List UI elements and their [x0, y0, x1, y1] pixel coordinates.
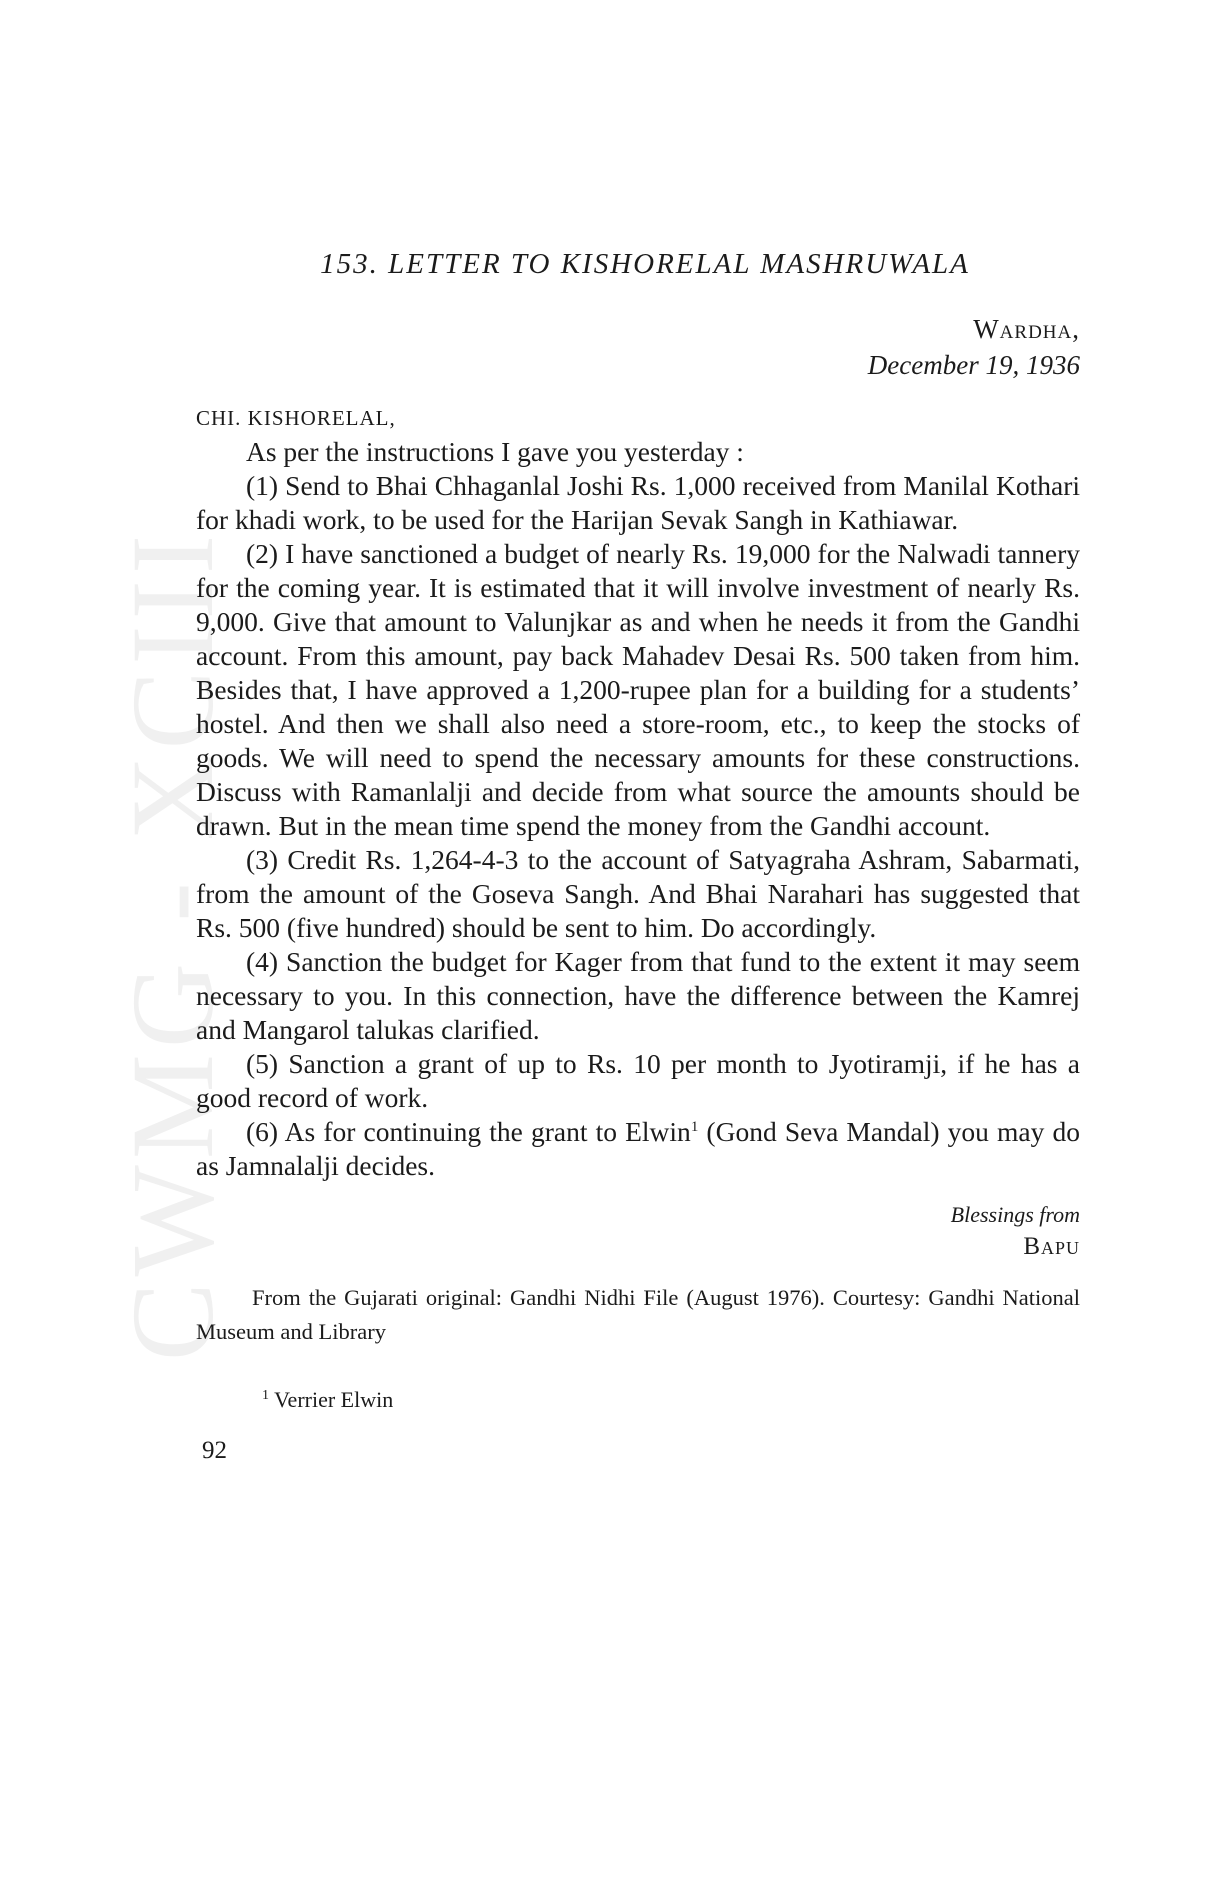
paragraph-intro: As per the instructions I gave you yesterday : — [246, 436, 744, 467]
paragraph-item-5: (5) Sanction a grant of up to Rs. 10 per month to Jyotiramji, if he has a good record of work. — [196, 1048, 1080, 1113]
paragraph-item-1: (1) Send to Bhai Chhaganlal Joshi Rs. 1,000 received from Manilal Kothari for khadi work, to be used for the Harijan Sevak Sangh in Kathiawar. — [196, 470, 1080, 535]
closing-signature: Bapu — [1023, 1233, 1080, 1260]
footnote-marker: 1 — [690, 1119, 699, 1135]
letter-title: 153. LETTER TO KISHORELAL MASHRUWALA — [320, 248, 970, 280]
paragraph-item-2: (2) I have sanctioned a budget of nearly Rs. 19,000 for the Nalwadi tannery for the coming year. It is estimated that it will involve investment of nearly Rs. 9,000. Give that amount to Valunjkar as and when he needs it from the Gandhi account. From this amount, pay back Mahadev Desai Rs. 500 taken from him. Besides that, I have approved a 1,200-rupee plan for a building for a students’ hostel. And then we shall also need a store-room, etc., to keep the stocks of goods. We will need to spend the necessary amounts for these constructions. Discuss with Ramanlalji and decide from what source the amounts should be drawn. But in the mean time spend the money from the Gandhi account. — [196, 538, 1080, 841]
footnote-text: Verrier Elwin — [274, 1387, 394, 1412]
closing-blessings: Blessings from — [950, 1202, 1080, 1227]
document-body — [196, 248, 1080, 1465]
paragraph-item-6 — [196, 1115, 1080, 1183]
footnote-number: 1 — [262, 1388, 269, 1403]
footnote — [196, 1385, 1080, 1415]
page-number: 92 — [202, 1437, 227, 1464]
paragraph-item-6-text-b: (Gond Seva Mandal) you may do as Jamnalalji decides. — [196, 1116, 1081, 1181]
paragraph-item-6-text-a: (6) As for continuing the grant to Elwin — [246, 1116, 691, 1147]
source-note: From the Gujarati original: Gandhi Nidhi File (August 1976). Courtesy: Gandhi National Museum and Library — [196, 1285, 1080, 1344]
paragraph-item-4: (4) Sanction the budget for Kager from that fund to the extent it may seem necessary to you. In this connection, have the difference between the Kamrej and Mangarol talukas clarified. — [196, 946, 1080, 1045]
salutation: CHI. KISHORELAL, — [196, 406, 396, 430]
place-line: Wardha, — [973, 314, 1080, 344]
paragraph-item-3: (3) Credit Rs. 1,264-4-3 to the account of Satyagraha Ashram, Sabarmati, from the amount of the Goseva Sangh. And Bhai Narahari has suggested that Rs. 500 (five hundred) should be sent to him. Do accordingly. — [196, 844, 1080, 943]
watermark-text: CWMG - XCIII — [107, 528, 238, 1362]
date-line: December 19, 1936 — [867, 350, 1080, 380]
